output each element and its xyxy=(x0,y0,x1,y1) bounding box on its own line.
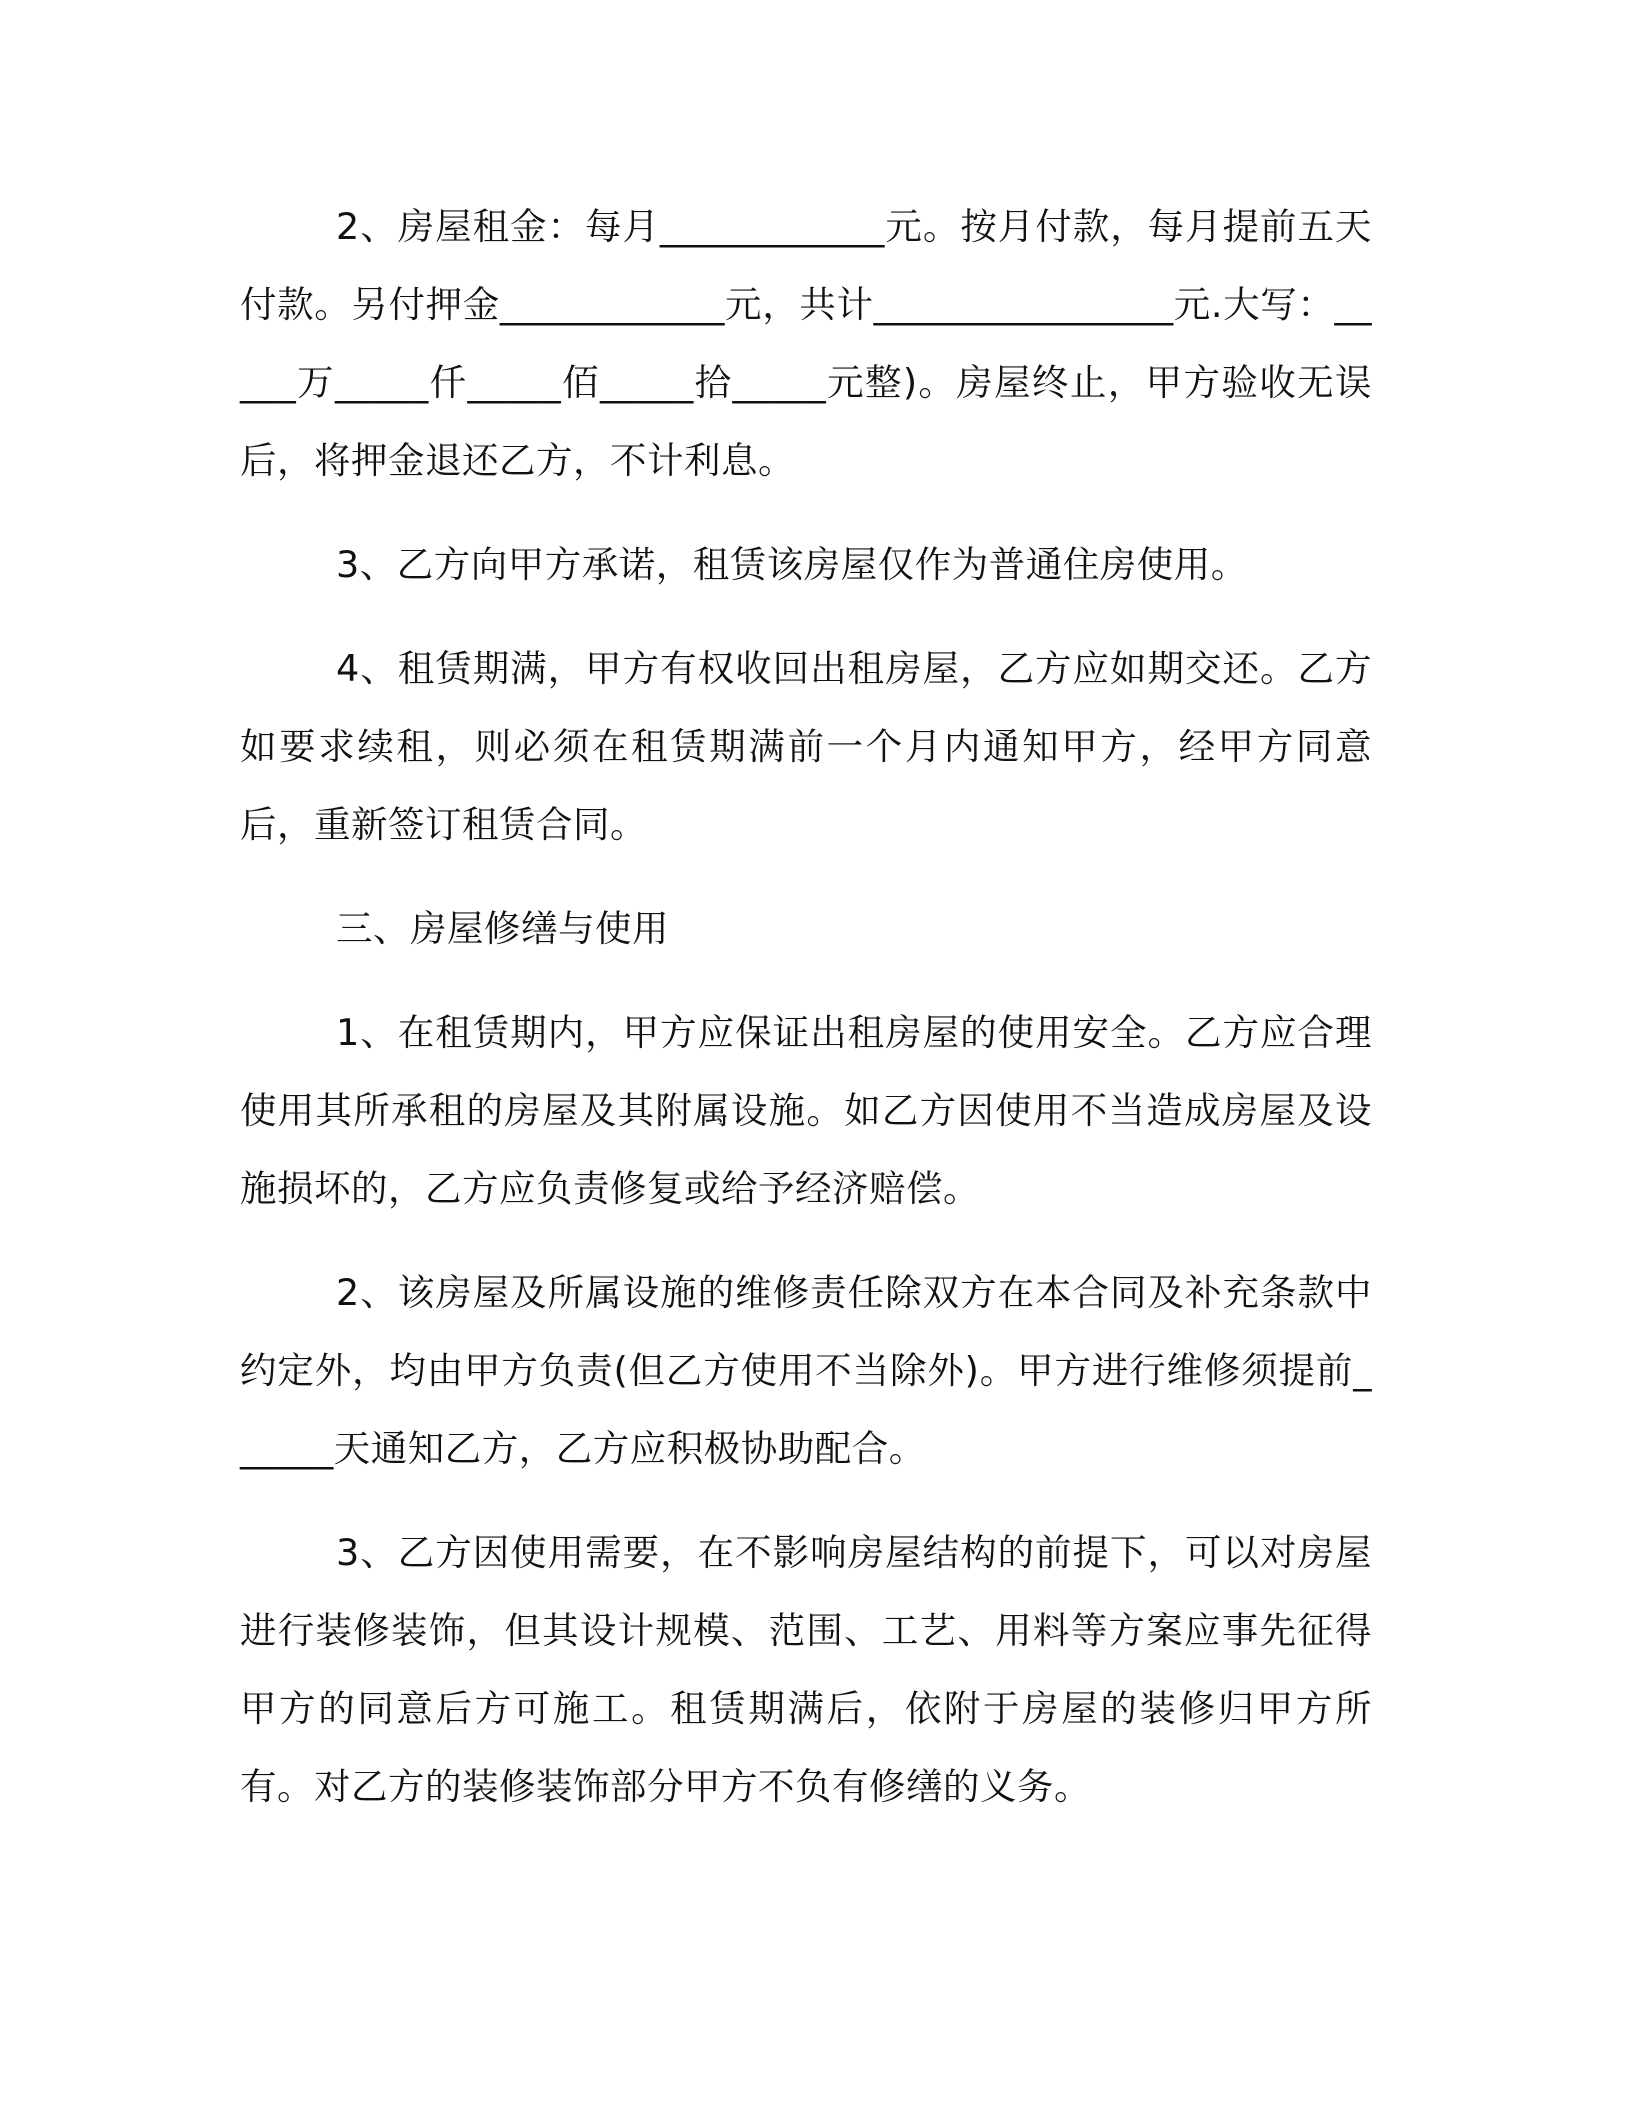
clause-decoration: 3、乙方因使用需要，在不影响房屋结构的前提下，可以对房屋进行装修装饰，但其设计规模、范围、工艺、用料等方案应事先征得甲方的同意后方可施工。租赁期满后，依附于房屋的装修归甲方所有。对乙方的装修装饰部分甲方不负有修缮的义务。 xyxy=(240,1531,1372,1808)
clause-maintenance: 2、该房屋及所属设施的维修责任除双方在本合同及补充条款中约定外，均由甲方负责(但乙方使用不当除外)。甲方进行维修须提前______天通知乙方，乙方应积极协助配合。 xyxy=(240,1271,1372,1470)
clause-safety-usage: 1、在租赁期内，甲方应保证出租房屋的使用安全。乙方应合理使用其所承租的房屋及其附属设施。如乙方因使用不当造成房屋及设施损坏的，乙方应负责修复或给予经济赔偿。 xyxy=(240,1011,1372,1210)
clause-rent: 2、房屋租金：每月____________元。按月付款，每月提前五天付款。另付押金____________元，共计________________元.大写：_____万_____仟_____佰_____拾_____元整)。房屋终止，甲方验收无误后，将押金退还乙方，不计利息。 xyxy=(240,205,1372,482)
clause-lease-expiry: 4、租赁期满，甲方有权收回出租房屋，乙方应如期交还。乙方如要求续租，则必须在租赁期满前一个月内通知甲方，经甲方同意后，重新签订租赁合同。 xyxy=(240,647,1372,846)
clause-residential-use: 3、乙方向甲方承诺，租赁该房屋仅作为普通住房使用。 xyxy=(336,543,1248,586)
section-heading-repair-use: 三、房屋修缮与使用 xyxy=(336,907,669,950)
